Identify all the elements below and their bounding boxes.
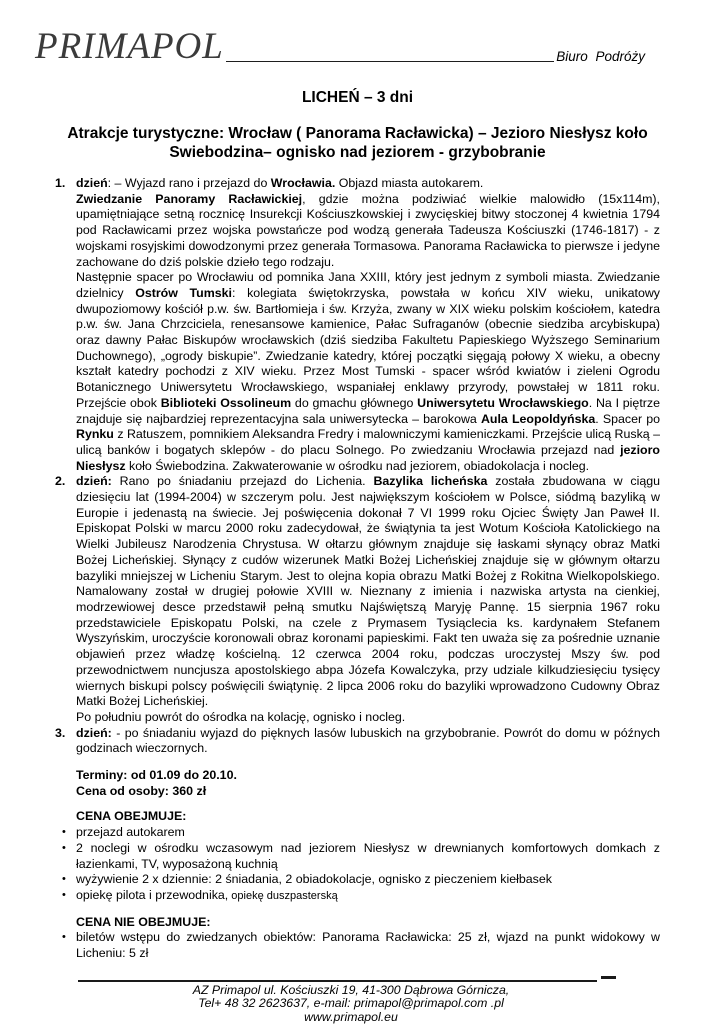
includes-list <box>55 825 660 905</box>
bullet-icon: • <box>62 873 66 886</box>
text-run: Zwiedzanie Panoramy Racławickiej <box>76 191 303 206</box>
item-body <box>76 474 660 725</box>
item-paragraph <box>76 270 660 474</box>
trip-title: LICHEŃ – 3 dni <box>301 89 414 106</box>
text-run: Ostrów Tumski <box>135 285 232 300</box>
itinerary-item <box>55 176 660 474</box>
text-run: Objazd miasta autokarem. <box>335 176 484 190</box>
text-run: Rynku <box>76 427 114 442</box>
item-number: 3. <box>55 725 66 740</box>
text-run: Aula Leopoldyńska <box>480 411 596 426</box>
item-body <box>76 176 660 474</box>
header-rule <box>226 61 554 62</box>
footer-text <box>55 984 647 1024</box>
text-run: Po południu powrót do ośrodka na kolację, ognisko i nocleg. <box>76 709 406 724</box>
footer-rule <box>78 976 660 982</box>
itinerary-item <box>55 726 660 757</box>
bullet-icon: • <box>62 931 66 944</box>
text-run: Biblioteki Ossolineum <box>160 395 292 410</box>
footer-address: AZ Primapol ul. Kościuszki 19, 41-300 Dąbrowa Górnicza, <box>192 982 510 997</box>
trip-subtitle-line-2: Swiebodzina– ognisko nad jeziorem - grzybobranie <box>169 144 546 161</box>
footer-contact: Tel+ 48 32 2623637, e-mail: primapol@primapol.com .pl <box>198 996 504 1011</box>
text-run: 2 noclegi w ośrodku wczasowym nad jeziorem Niesłysz w drewnianych komfortowych domkach z łazienkami, TV, wyposażoną kuchnią <box>76 840 660 871</box>
text-run: . Spacer po <box>595 411 661 426</box>
terms-block <box>76 768 660 799</box>
bullet-text <box>76 888 660 905</box>
bullet-item <box>55 841 660 872</box>
excludes-heading: CENA NIE OBEJMUJE: <box>76 914 211 929</box>
footer <box>55 976 660 1024</box>
footer-rule-dash <box>601 976 616 979</box>
bullet-item <box>55 872 660 888</box>
item-paragraph <box>76 176 660 192</box>
includes-heading: CENA OBEJMUJE: <box>76 809 187 824</box>
text-run: , gdzie można podziwiać wielkie malowidło (15x114m), upamiętniające setną rocznicę Insurekcji Kościuszkowskiej i zwycięskiej bitwy stoczonej 4 kwietnia 1794 pod Racławicami przez wojska powstańcze pod wodzą generała Tadeusza Kościuszki (1746-1817) - z wojskami rosyjskimi dowodzonymi przez generała Tormasowa. Panorama Racławicka to pierwsze i jedyne zachowane do dziś polskie dzieło tego rodzaju. <box>76 191 661 269</box>
bullet-icon: • <box>62 841 66 854</box>
bullet-item <box>55 930 660 961</box>
bullet-item <box>55 888 660 905</box>
text-run: została zbudowana w ciągu dziesięciu lat (1994-2004) w szczerym polu. Jest największym kościołem w Polsce, siódmą bazyliką w Europie i jedenastą na świecie. Jej poświęcenia dokonał 7 VI 1999 roku Ojciec Święty Jan Paweł II. Episkopat Polski w marcu 2000 roku zadecydował, że świątynia ta jest Wotum Kościoła Katolickiego na Wielki Jubileusz Narodzenia Chrystusa. W ołtarzu głównym znajduje się łaskami słynący obraz Matki Bożej Licheńskiej. Słynący z cudów wizerunek Matki Bożej Licheńskiej znajduje się w głównym ołtarzu bazyliki mniejszej w Licheniu Starym. Jest to olejna kopia obrazu Matki Bożej z Rokitna Wielkopolskiego. Namalowany został w drugiej połowie XVIII w. Nieznany z imienia i nazwiska artysta na cienkiej, modrzewiowej desce przedstawił pełną smutku Najświętszą Maryję Pannę. 15 sierpnia 1967 roku przedstawiciele Episkopatu Polski, na czele z Prymasem Tysiąclecia ks. kardynałem Stefanem Wyszyńskim, uroczyście koronowali obraz koronami papieskimi. Fakt ten uważa się za pośrednie uznanie objawień przez władzę kościelną. 12 czerwca 2004 roku, podczas uroczystej Mszy św. pod przewodnictwem nuncjusza apostolskiego abpa Józefa Kowalczyka, przy udziale kilkudziesięciu tysięcy wiernych biskupi polscy poświęcili świątynię. 2 lipca 2006 roku do bazyliki wprowadzono Cudowny Obraz Matki Bożej Licheńskiej. <box>76 474 661 709</box>
bullet-text <box>76 930 660 961</box>
bullet-icon: • <box>62 826 66 839</box>
excludes-list <box>55 930 660 961</box>
item-paragraph <box>76 192 660 271</box>
text-run: - po śniadaniu wyjazd do pięknych lasów lubuskich na grzybobranie. Powrót do domu w późnych godzinach wieczornych. <box>76 725 660 756</box>
text-run: dzień: <box>76 725 112 740</box>
item-paragraph <box>76 726 660 757</box>
text-run: Bazylika licheńska <box>373 474 488 489</box>
bullet-icon: • <box>62 888 66 901</box>
text-run: dzień <box>76 176 108 190</box>
text-run: dzień: <box>76 474 112 489</box>
text-run: Rano po śniadaniu przejazd do Lichenia. <box>111 474 374 489</box>
trip-subtitle <box>55 124 660 162</box>
item-paragraph <box>76 710 660 726</box>
itinerary-list <box>55 176 660 757</box>
bullet-text <box>76 825 660 841</box>
price-line: Cena od osoby: 360 zł <box>76 783 207 798</box>
text-run: do gmachu głównego <box>291 395 418 410</box>
item-number: 2. <box>55 474 66 489</box>
item-body <box>76 726 660 757</box>
text-run: : kolegiata świętokrzyska, powstała w końcu XIV wieku, unikatowy dwupoziomowy kościół p.w. św. Bartłomieja i św. Krzyża, zwany w XIX wieku polskim kościołem, katedra p.w. św. Jana Chrzciciela, renesansowe kamienice, Pałac Sufraganów (obecnie siedziba arcybiskupa) oraz dawny Pałac Biskupów wrocławskich (dziś siedziba Fakultetu Papieskiego Wyższego Seminarium Duchownego), „ogrody biskupie”. Zwiedzanie katedry, której początki sięgają połowy X wieku, a obecny kształt katedry pochodzi z XIV wieku. Przez Most Tumski - spacer wśród kwiatów i zieleni Ogrodu Botanicznego Uniwersytetu Wrocławskiego, wspaniałej enklawy przyrody, powstałej w 1811 roku. Przejście obok <box>76 285 660 410</box>
text-run: Wrocławia. <box>270 176 336 190</box>
text-run: wyżywienie 2 x dziennie: 2 śniadania, 2 obiadokolacje, ognisko z pieczeniem kiełbasek <box>76 872 552 887</box>
text-run: koło Świebodzina. Zakwaterowanie w ośrodku nad jeziorem, obiadokolacja i nocleg. <box>125 458 590 473</box>
text-run: opiekę duszpasterską <box>228 889 338 902</box>
bullet-text <box>76 872 660 888</box>
trip-subtitle-line-1: Atrakcje turystyczne: Wrocław ( Panorama Racławicka) – Jezioro Niesłysz koło <box>67 125 648 142</box>
header <box>35 28 660 65</box>
footer-website: www.primapol.eu <box>304 1009 398 1024</box>
footer-rule-line <box>78 980 597 982</box>
text-run: opiekę pilota i przewodnika, <box>76 887 229 902</box>
company-tagline: Biuro Podróży <box>556 48 645 64</box>
bullet-text <box>76 841 660 872</box>
text-run: : – Wyjazd rano i przejazd do <box>107 176 271 190</box>
company-logo: PRIMAPOL <box>35 26 224 67</box>
itinerary-item <box>55 474 660 725</box>
text-run: . Na I piętrze znajduje się najbardziej reprezentacyjna sala uniwersytecka – barokowa <box>76 395 660 426</box>
text-run: przejazd autokarem <box>76 825 185 840</box>
text-run: Następnie spacer po Wrocławiu od pomnika Jana XXIII, który jest jednym z symboli miasta. Zwiedzanie dzielnicy <box>76 270 660 300</box>
text-run: biletów wstępu do zwiedzanych obiektów: Panorama Racławicka: 25 zł, wjazd na punkt widokowy w Licheniu: 5 zł <box>76 930 660 961</box>
item-paragraph <box>76 474 660 710</box>
dates-line: Terminy: od 01.09 do 20.10. <box>76 768 237 783</box>
text-run: jezioro Niesłysz <box>76 442 660 473</box>
text-run: Uniwersytetu Wrocławskiego <box>417 395 589 410</box>
bullet-item <box>55 825 660 841</box>
text-run: z Ratuszem, pomnikiem Aleksandra Fredry i malowniczymi kamieniczkami. Przejście ulicą Ruską – ulicą banków i bogatych sklepów - do placu Solnego. Po zwiedzaniu Wrocławia przejazd nad <box>76 427 660 457</box>
item-number: 1. <box>55 176 66 190</box>
